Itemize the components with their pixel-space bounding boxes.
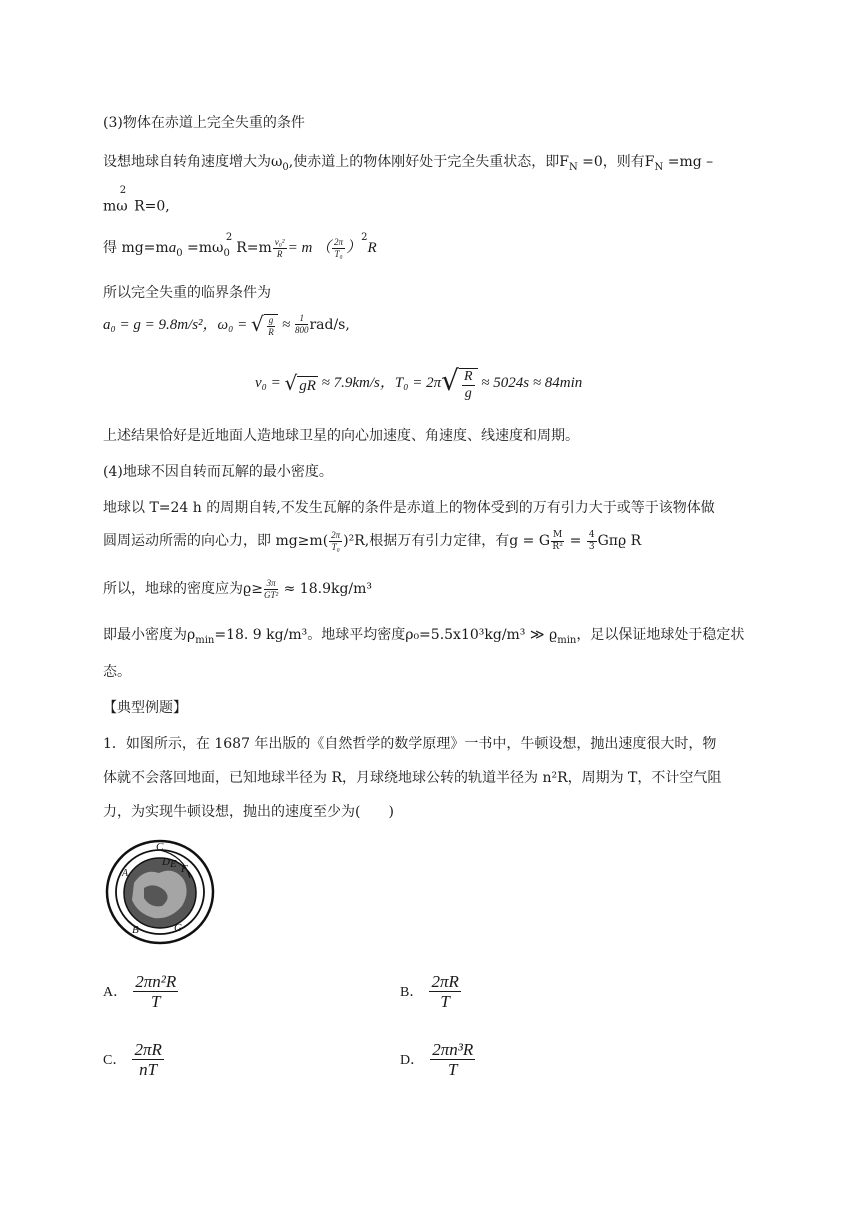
section3-heading: (3)物体在赤道上完全失重的条件 xyxy=(103,115,305,131)
equation-mg: 得 $mg=ma_0 =m\omega_0^2R=m$ $\frac{\text{v₀²}}{R}$ = m （ $\frac{2\pi}{\text{T₀}}$ ）$^2$R xyxy=(103,232,377,259)
option-b-value: $\frac{2\pi R}{T}$ xyxy=(431,972,459,1011)
min-density-line: 即最小密度为$\rho_{min}=18$. 9 kg/m³。地球平均密度ρ₀=5.5x10³kg/m³ ≫ $ϱ_{min}$，足以保证地球处于稳定状 xyxy=(103,627,745,646)
figure-label-c: C xyxy=(156,841,164,853)
figure-label-b: B xyxy=(132,924,139,936)
section3-paragraph-line2: $m\omega^2R=0$, xyxy=(103,185,170,215)
option-d[interactable] xyxy=(400,1041,476,1078)
option-c-value: $\frac{2\pi R}{nT}$ xyxy=(134,1040,162,1079)
equation-v0-T0: v₀ = √ gR ≈ 7.9km/s，T₀ = 2π√ $\frac{R}{g}$ ≈ 5024s ≈ 84min xyxy=(255,364,583,401)
option-a-label: A． xyxy=(103,985,128,1000)
equation-a0-omega0: a₀ = g = 9.8m/s²，ω₀ = √ $\frac{g}{R}$ ≈ $\frac{1}{800}$ rad/s, xyxy=(103,312,350,337)
question1-line3: 力，为实现牛顿设想，抛出的速度至少为( ) xyxy=(103,804,394,820)
option-a[interactable] xyxy=(103,973,179,1010)
option-c-label: C． xyxy=(103,1053,127,1068)
section4-paragraph-line2: 圆周运动所需的向心力，即 mg≥m( $\frac{2\pi}{\text{T₀}}$ )²R,根据万有引力定律，有g = G $\frac{M}{\text{R²}}$ = $\frac{4}{3}$ Gπϱ R xyxy=(103,529,642,552)
option-b-label: B． xyxy=(400,985,424,1000)
figure-label-f: F xyxy=(181,863,188,875)
option-b[interactable] xyxy=(400,973,462,1010)
option-d-label: D． xyxy=(400,1053,425,1068)
newton-cannon-figure xyxy=(104,838,216,946)
density-condition: 所以，地球的密度应为ϱ≥ $\frac{3\pi}{\text{GT²}}$ ≈ 18.9kg/m³ xyxy=(103,577,373,600)
figure-label-a: A xyxy=(122,868,129,879)
question1-line2: 体就不会落回地面，已知地球半径为 R，月球绕地球公转的轨道半径为 n²R，周期为 T，不计空气阻 xyxy=(103,770,722,786)
min-density-line-end: 态。 xyxy=(103,664,131,680)
section4-paragraph-line1: 地球以 T=24 h 的周期自转,不发生瓦解的条件是赤道上的物体受到的万有引力大于或等于该物体做 xyxy=(103,500,715,516)
option-d-value: $\frac{\text{2πn³R}}{T}$ xyxy=(432,1040,474,1079)
figure-label-g: G xyxy=(174,922,182,934)
option-a-value: $\frac{\text{2πn²R}}{T}$ xyxy=(135,972,177,1011)
figure-label-e: E xyxy=(170,858,177,870)
question1-line1: 1．如图所示，在 1687 年出版的《自然哲学的数学原理》一书中，牛顿设想，抛出速度很大时，物 xyxy=(103,736,717,752)
section4-heading: (4)地球不因自转而瓦解的最小密度。 xyxy=(103,464,333,480)
option-c[interactable] xyxy=(103,1041,165,1078)
critical-condition-text: 所以完全失重的临界条件为 xyxy=(103,285,271,301)
section3-summary: 上述结果恰好是近地面人造地球卫星的向心加速度、角速度、线速度和周期。 xyxy=(103,428,579,444)
figure-label-d: D xyxy=(162,856,170,868)
examples-heading: 【典型例题】 xyxy=(103,700,187,716)
section3-paragraph-line1: 设想地球自转角速度增大为$\omega_0$,使赤道上的物体刚好处于完全失重状态，即$F_N =0$，则有$F_N =mg$ – xyxy=(103,154,714,173)
